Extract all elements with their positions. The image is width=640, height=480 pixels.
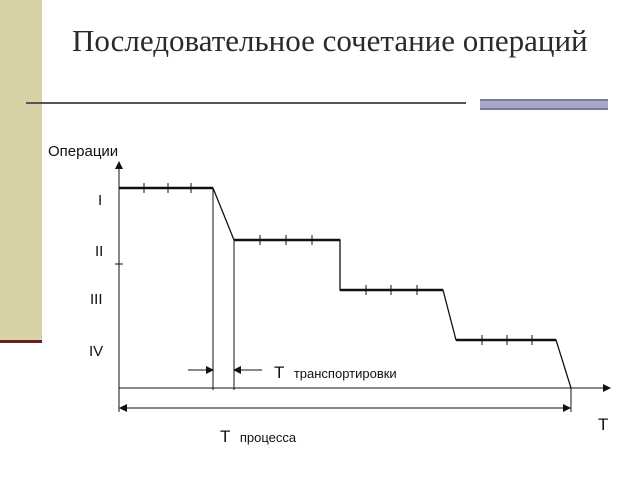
transport-time-subscript: транспортировки bbox=[293, 366, 397, 381]
transport-time-symbol: T bbox=[274, 363, 285, 382]
operation-label-3: III bbox=[90, 291, 103, 308]
operation-label-1: I bbox=[98, 192, 103, 209]
process-time-label bbox=[220, 427, 297, 446]
process-step-line bbox=[119, 188, 571, 388]
operation-label-4: IV bbox=[89, 343, 104, 360]
process-time-symbol: T bbox=[220, 427, 231, 446]
segment-ticks bbox=[144, 183, 532, 345]
process-time-subscript: процесса bbox=[239, 430, 297, 445]
y-axis-label: Операции bbox=[48, 143, 119, 160]
slide-title: Последовательное сочетание операций bbox=[72, 23, 588, 58]
transport-time-label bbox=[274, 363, 397, 382]
x-axis-label: T bbox=[598, 415, 609, 434]
operation-label-2: II bbox=[95, 243, 104, 260]
